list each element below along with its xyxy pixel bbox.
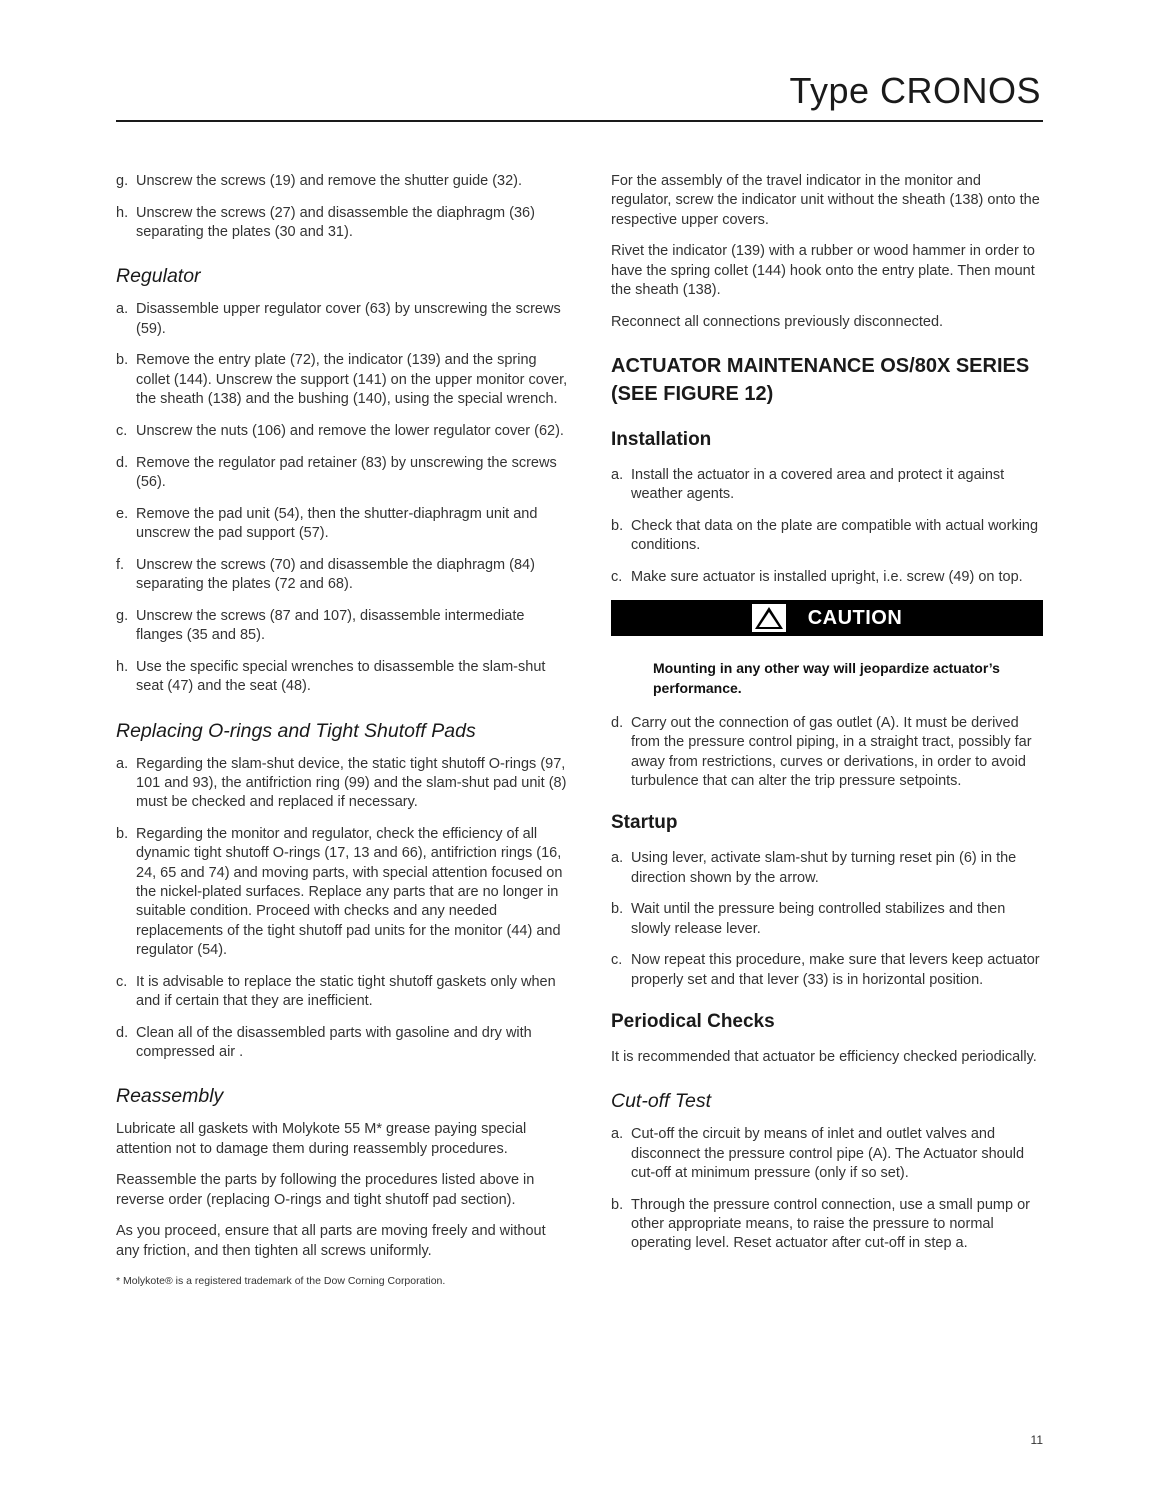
caution-label: CAUTION [807,606,903,629]
paragraph: Rivet the indicator (139) with a rubber or wood hammer in order to have the spring collet (144) hook onto the entry plate. Then mount the sheath (138). [611,243,1035,298]
list-item: f. Unscrew the screws (70) and disassemble the diaphragm (84) separating the plates (72 and 68). [116,556,535,593]
list-item: c. Unscrew the nuts (106) and remove the lower regulator cover (62). [116,422,564,439]
list-item: g. Unscrew the screws (19) and remove the shutter guide (32). [116,173,523,189]
warning-icon [752,604,786,632]
list-item: a. Using lever, activate slam-shut by turning reset pin (6) in the direction shown by the arrow. [611,850,1017,886]
title-divider [116,120,1043,122]
page-title: Type CRONOS [789,70,1041,111]
list-item: b. Remove the entry plate (72), the indicator (139) and the spring collet (144). Unscrew the support (141) on the upper monitor cover, the sheath (138) and the bushing (140), using the special wrench. [116,352,568,408]
paragraph: It is recommended that actuator be efficiency checked periodically. [611,1049,1037,1066]
paragraph: For the assembly of the travel indicator in the monitor and regulator, screw the indicator unit without the sheath (138) onto the respective upper covers. [611,173,1040,228]
right-column [611,172,1043,1266]
installation-heading: Installation [611,429,712,451]
list-item: h. Unscrew the screws (27) and disassemble the diaphragm (36) separating the plates (30 and 31). [116,204,535,241]
list-item: h. Use the specific special wrenches to disassemble the slam-shut seat (47) and the seat (48). [116,659,546,695]
list-item: b. Wait until the pressure being controlled stabilizes and then slowly release lever. [611,901,1006,937]
paragraph: As you proceed, ensure that all parts are moving freely and without any friction, and then tighten all screws uniformly. [116,1223,546,1259]
regulator-heading: Regulator [116,265,201,288]
list-item: c. Now repeat this procedure, make sure that levers keep actuator properly set and that lever (33) is in horizontal position. [611,952,1040,988]
replacing-heading: Replacing O-rings and Tight Shutoff Pads [116,719,476,742]
cutoff-heading: Cut-off Test [611,1090,712,1113]
list-item: c. It is advisable to replace the static tight shutoff gaskets only when and if certain that they are inefficient. [116,973,556,1009]
list-item: a. Regarding the slam-shut device, the static tight shutoff O-rings (97, 101 and 93), the antifriction ring (99) and the slam-shut pad unit (8) must be checked and replaced if necessary. [116,755,567,811]
paragraph: Lubricate all gaskets with Molykote 55 M* grease paying special attention not to damage them during reassembly procedures. [116,1121,527,1157]
paragraph: Reconnect all connections previously disconnected. [611,313,944,330]
startup-heading: Startup [611,812,678,834]
paragraph: Reassemble the parts by following the procedures listed above in reverse order (replacing O-rings and tight shutoff pad section). [116,1172,535,1208]
list-item: d. Clean all of the disassembled parts with gasoline and dry with compressed air . [116,1024,532,1060]
page-number: 11 [1030,1433,1043,1447]
caution-banner [611,600,1043,636]
caution-text: Mounting in any other way will jeopardize actuator’s performance. [653,660,1000,697]
list-item: b. Check that data on the plate are compatible with actual working conditions. [611,518,1039,554]
list-item: b. Regarding the monitor and regulator, check the efficiency of all dynamic tight shutoff O-rings (17, 13 and 66), antifriction rings (16, 24, 65 and 74) and moving parts, with special attention focused on the nickel-plated surfaces. Replace any parts that are no longer in suitable condition. Proceed with checks and any needed replacements of the tight shutoff pad units for the monitor (44) and regulator (54). [116,826,563,958]
list-item: b. Through the pressure control connection, use a small pump or other appropriate means, to raise the pressure to normal operating level. Reset actuator after cut-off in step a. [611,1196,1030,1252]
reassembly-heading: Reassembly [116,1085,224,1108]
list-item: e. Remove the pad unit (54), then the shutter-diaphragm unit and unscrew the pad support (57). [116,505,538,542]
list-item: g. Unscrew the screws (87 and 107), disassemble intermediate flanges (35 and 85). [116,607,525,644]
list-item: c. Make sure actuator is installed upright, i.e. screw (49) on top. [611,569,1023,586]
list-item: a. Cut-off the circuit by means of inlet and outlet valves and disconnect the pressure control pipe (A). The Actuator should cut-off at minimum pressure (only if so set). [611,1126,1025,1181]
section-heading: ACTUATOR MAINTENANCE OS/80X SERIES (SEE FIGURE 12) [611,355,1030,406]
list-item: d. Remove the regulator pad retainer (83) by unscrewing the screws (56). [116,454,557,490]
periodical-heading: Periodical Checks [611,1011,775,1033]
list-item: a. Install the actuator in a covered area and protect it against weather agents. [611,467,1005,503]
list-item: d. Carry out the connection of gas outlet (A). It must be derived from the pressure control piping, in a straight tract, possibly far away from restrictions, curves or derivations, in order to avoid turbulence that can alter the trip pressure setpoints. [611,715,1032,789]
trademark-footnote: * Molykote® is a registered trademark of the Dow Corning Corporation. [116,1274,446,1287]
left-column [116,172,570,1288]
list-item: a. Disassemble upper regulator cover (63) by unscrewing the screws (59). [116,301,561,337]
